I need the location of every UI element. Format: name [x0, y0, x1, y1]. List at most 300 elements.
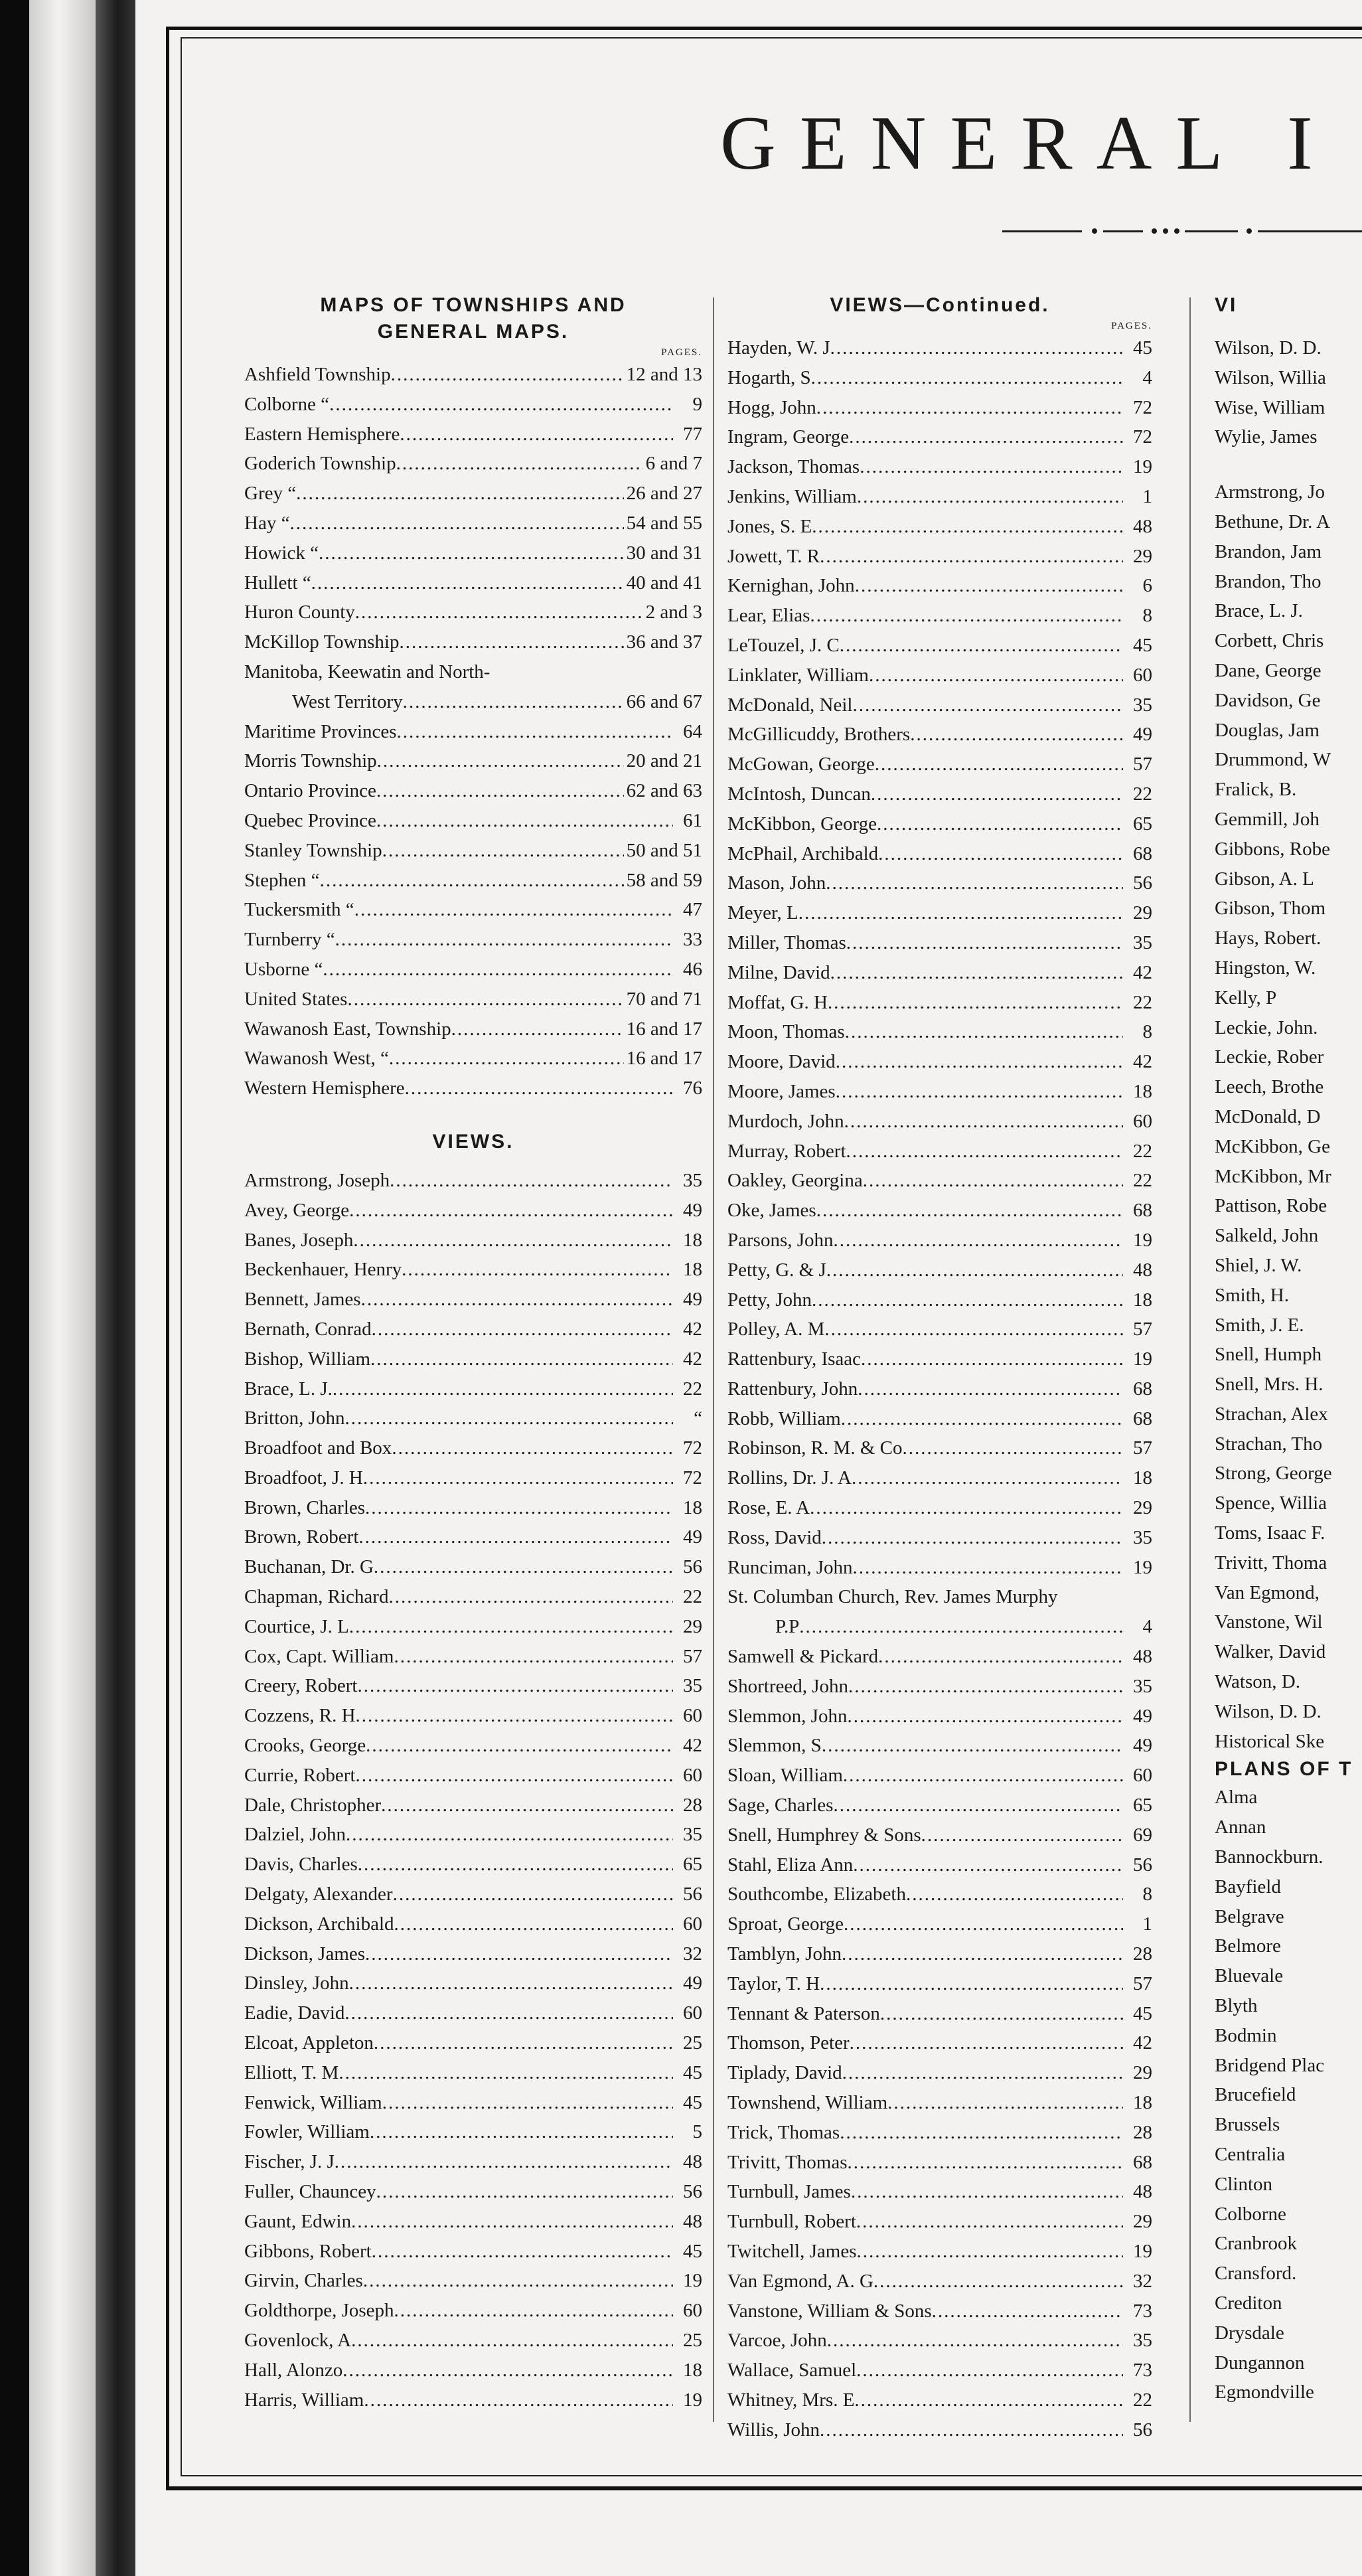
map-entry [244, 836, 702, 866]
view-entry [727, 1612, 1152, 1642]
entry-name: Strachan, Tho [1215, 1433, 1323, 1455]
entry-name: Fenwick, William [244, 2091, 382, 2113]
entry-name: Pattison, Robe [1215, 1195, 1327, 1217]
dot-leader [836, 1077, 1123, 1107]
entry-name: Wilson, D. D. [1215, 337, 1322, 359]
entry-name: Brussels [1215, 2114, 1280, 2136]
entry-page: 48 [1133, 1259, 1152, 1281]
entry-name: Gibbons, Robert [244, 2240, 372, 2262]
entry-page: 16 and 17 [626, 1018, 702, 1040]
plan-entry [1215, 2377, 1362, 2407]
entry-page: 1 [1142, 485, 1152, 507]
entry-page: 35 [683, 1675, 702, 1697]
view-entry [244, 1701, 702, 1731]
view-entry [244, 2237, 702, 2267]
dot-leader [856, 2356, 1123, 2385]
entry-name: Douglas, Jam [1215, 719, 1320, 741]
plan-entry [1215, 2229, 1362, 2259]
entry-name: McDonald, Neil [727, 694, 853, 716]
entry-page: 48 [683, 2151, 702, 2173]
entry-name: Buchanan, Dr. G [244, 1556, 374, 1578]
dot-leader [852, 690, 1123, 720]
entry-page: 42 [683, 1348, 702, 1370]
plan-entry [1215, 1961, 1362, 1991]
entry-page: 8 [1142, 1884, 1152, 1905]
entry-page: 65 [1133, 1795, 1152, 1816]
dot-leader [902, 1433, 1123, 1463]
entry-name: Samwell & Pickard [727, 1646, 879, 1668]
map-entry [244, 360, 702, 390]
entry-name: Britton, John [244, 1408, 345, 1429]
view-entry [1215, 1370, 1362, 1400]
title-ornament [1002, 227, 1362, 235]
entry-name: Brace, L. J. [244, 1378, 333, 1400]
view-entry [727, 988, 1152, 1018]
map-entry [244, 1014, 702, 1044]
entry-name: Cranbrook [1215, 2233, 1298, 2255]
entry-name: Jenkins, William [727, 485, 857, 507]
plan-entry [1215, 2348, 1362, 2378]
entry-name: Willis, John [727, 2419, 820, 2441]
plan-entry [1215, 1872, 1362, 1902]
entry-page: 42 [683, 1318, 702, 1340]
entry-name: Govenlock, A [244, 2330, 352, 2351]
entry-page: 72 [1133, 426, 1152, 448]
entry-name: McGowan, George [727, 754, 875, 775]
entry-name: Rattenbury, Isaac [727, 1348, 862, 1370]
entry-name: Murdoch, John [727, 1110, 844, 1132]
dot-leader [848, 2148, 1124, 2178]
plan-entry [1215, 2051, 1362, 2081]
view-entry [1215, 1221, 1362, 1251]
dot-leader [857, 482, 1123, 512]
view-entry [727, 1939, 1152, 1969]
entry-page: 58 and 59 [626, 869, 702, 891]
entry-name: Miller, Thomas [727, 931, 846, 953]
entry-name: Cozzens, R. H [244, 1705, 356, 1727]
view-entry [244, 1820, 702, 1850]
view-entry [727, 1077, 1152, 1107]
entry-name: Hingston, W. [1215, 957, 1316, 979]
entry-page: 60 [683, 1913, 702, 1935]
entry-page: 45 [683, 2091, 702, 2113]
view-entry [1215, 363, 1362, 393]
pages-label: PAGES. [1111, 321, 1152, 331]
view-entry [727, 2296, 1152, 2326]
entry-name: Cox, Capt. William [244, 1645, 394, 1667]
plan-entry [1215, 2200, 1362, 2229]
entry-name: Sage, Charles [727, 1795, 834, 1816]
entry-page: 18 [683, 1496, 702, 1518]
entry-page: 48 [1133, 515, 1152, 537]
dot-leader [363, 1463, 673, 1493]
entry-name: Townshend, William [727, 2092, 888, 2114]
view-entry [727, 2237, 1152, 2267]
view-entry [1215, 422, 1362, 452]
entry-name: Rose, E. A [727, 1497, 810, 1519]
dot-leader [344, 1404, 673, 1433]
view-entry [1215, 805, 1362, 835]
pages-label: PAGES. [661, 347, 702, 358]
views-list [244, 1166, 702, 2415]
entry-name: Kelly, P [1215, 987, 1277, 1008]
entry-page: 28 [1133, 1943, 1152, 1965]
entry-name: Leech, Brothe [1215, 1076, 1324, 1098]
entry-name: Hall, Alonzo [244, 2359, 343, 2381]
entry-name: Davidson, Ge [1215, 689, 1321, 711]
dot-leader [851, 2177, 1123, 2207]
view-entry [1215, 1518, 1362, 1548]
dot-leader [830, 333, 1123, 363]
map-entry [244, 598, 702, 627]
view-entry [1215, 924, 1362, 953]
view-entry [1215, 1489, 1362, 1518]
map-entry [244, 657, 702, 687]
dot-leader [860, 452, 1123, 482]
map-entry [244, 806, 702, 836]
view-entry [727, 1880, 1152, 1909]
view-entry [727, 542, 1152, 572]
entry-page: 57 [1133, 754, 1152, 775]
view-entry [1215, 1191, 1362, 1221]
map-entry [244, 390, 702, 420]
dot-leader [877, 809, 1123, 839]
plan-entry [1215, 2289, 1362, 2318]
view-entry [244, 1166, 702, 1196]
entry-name: Eadie, David [244, 2002, 345, 2024]
entry-page: 28 [1133, 2121, 1152, 2143]
entry-page: 4 [1142, 1616, 1152, 1638]
dot-leader [366, 1731, 673, 1761]
dot-leader [871, 779, 1123, 809]
dot-leader [381, 1791, 673, 1820]
entry-page: 73 [1133, 2360, 1152, 2381]
view-entry [1215, 1162, 1362, 1192]
entry-page: 36 and 37 [626, 631, 702, 653]
entry-name: Davis, Charles [244, 1854, 358, 1876]
view-entry [1215, 596, 1362, 626]
map-entry [244, 687, 702, 717]
entry-name: Twitchell, James [727, 2241, 857, 2262]
dot-leader [822, 1731, 1123, 1761]
view-entry [727, 1791, 1152, 1820]
dot-leader [339, 2058, 673, 2088]
view-entry [727, 839, 1152, 869]
entry-name: Blyth [1215, 1995, 1258, 2017]
entry-name: Jowett, T. R [727, 545, 820, 567]
view-entry [727, 1909, 1152, 1939]
dot-leader [354, 895, 673, 925]
view-entry [244, 2088, 702, 2118]
entry-page: 22 [1133, 783, 1152, 805]
dot-leader [391, 360, 624, 390]
entry-name: Ingram, George [727, 426, 850, 448]
entry-name: McDonald, D [1215, 1105, 1321, 1127]
view-entry [727, 1404, 1152, 1434]
view-entry [1215, 333, 1362, 363]
dot-leader [840, 631, 1123, 661]
view-entry [727, 1226, 1152, 1255]
dot-leader [812, 512, 1123, 542]
view-entry [244, 1493, 702, 1523]
entry-name: Crooks, George [244, 1735, 366, 1757]
column-3-heading: VI [1215, 294, 1238, 316]
dot-leader [374, 1552, 673, 1582]
entry-page: 45 [1133, 2002, 1152, 2024]
column-3-list-top [1215, 333, 1362, 452]
entry-name: Hogarth, S [727, 366, 811, 388]
entry-name: Wylie, James [1215, 426, 1318, 448]
dot-leader [873, 2267, 1123, 2296]
entry-name: Girvin, Charles [244, 2270, 363, 2292]
entry-name: Drummond, W [1215, 749, 1331, 771]
entry-name: Brucefield [1215, 2084, 1296, 2106]
entry-page: 56 [1133, 872, 1152, 894]
entry-page: 49 [1133, 1735, 1152, 1757]
view-entry [727, 1553, 1152, 1583]
dot-leader [357, 1671, 673, 1701]
view-entry [727, 2088, 1152, 2118]
view-entry [727, 1582, 1152, 1612]
entry-name: Sloan, William [727, 1765, 843, 1787]
dot-leader [344, 1998, 673, 2028]
entry-name: Oke, James [727, 1200, 816, 1222]
view-entry [244, 2028, 702, 2058]
entry-page: 54 and 55 [626, 512, 702, 534]
dot-leader [342, 2356, 673, 2385]
dot-leader [393, 1880, 673, 1909]
entry-page: 57 [1133, 1319, 1152, 1340]
entry-name: Brandon, Jam [1215, 540, 1322, 562]
entry-page: 22 [1133, 2389, 1152, 2411]
dot-leader [361, 1285, 673, 1315]
entry-name: Wawanosh West, “ [244, 1048, 389, 1070]
entry-name: Southcombe, Elizabeth [727, 1884, 906, 1905]
entry-page: 60 [683, 1705, 702, 1727]
column-3 [1215, 292, 1362, 2407]
view-entry [727, 363, 1152, 393]
entry-page: 22 [1133, 1170, 1152, 1192]
dot-leader [399, 627, 623, 657]
entry-page: 29 [683, 1615, 702, 1637]
entry-name: Salkeld, John [1215, 1225, 1319, 1247]
dot-leader [358, 1522, 673, 1552]
entry-page: 22 [683, 1378, 702, 1400]
view-entry [1215, 864, 1362, 894]
entry-page: 68 [1133, 1200, 1152, 1222]
column-rule [713, 297, 714, 2422]
dot-leader [394, 2296, 673, 2326]
view-entry [1215, 1459, 1362, 1489]
view-entry [244, 1909, 702, 1939]
entry-page: 45 [683, 2061, 702, 2083]
entry-page: 20 and 21 [626, 750, 702, 772]
view-entry [727, 1017, 1152, 1047]
entry-name: Hay “ [244, 512, 290, 534]
dot-leader [820, 1969, 1123, 1999]
view-entry [727, 1523, 1152, 1553]
entry-name: Turnbull, James [727, 2181, 851, 2203]
entry-page: 6 [1142, 575, 1152, 597]
entry-page: 18 [1133, 2092, 1152, 2114]
dot-leader [846, 928, 1123, 958]
entry-name: Gibson, A. L [1215, 868, 1314, 890]
plan-entry [1215, 1842, 1362, 1872]
dot-leader [799, 1612, 1123, 1642]
entry-name: Thomson, Peter [727, 2032, 850, 2054]
map-entry [244, 746, 702, 776]
column-2 [727, 292, 1152, 2445]
view-entry [727, 1999, 1152, 2029]
plan-entry [1215, 2110, 1362, 2140]
view-entry [1215, 626, 1362, 656]
view-entry [727, 482, 1152, 512]
entry-name: Crediton [1215, 2293, 1282, 2314]
dot-leader [816, 393, 1123, 423]
dot-leader [351, 2326, 673, 2356]
view-entry [244, 1998, 702, 2028]
dot-leader [811, 363, 1123, 393]
view-entry [1215, 1607, 1362, 1637]
dot-leader [878, 839, 1123, 869]
view-entry [244, 2207, 702, 2237]
entry-page: 25 [683, 2330, 702, 2351]
entry-name: Dalziel, John [244, 1824, 346, 1846]
entry-name: Slemmon, S [727, 1735, 822, 1757]
entry-page: 19 [683, 2389, 702, 2411]
entry-name: Hays, Robert. [1215, 927, 1322, 949]
dot-leader [319, 538, 624, 568]
entry-name: Bluevale [1215, 1965, 1284, 1987]
view-entry [727, 690, 1152, 720]
view-entry [1215, 567, 1362, 597]
dot-leader [843, 1761, 1123, 1791]
entry-name: Centralia [1215, 2144, 1286, 2166]
entry-name: Brown, Robert [244, 1526, 359, 1548]
view-entry [244, 2266, 702, 2296]
dot-leader [822, 1523, 1123, 1553]
view-entry [244, 1522, 702, 1552]
view-entry [727, 2148, 1152, 2178]
view-entry [244, 1850, 702, 1880]
entry-page: 48 [1133, 1646, 1152, 1668]
view-entry [1215, 477, 1362, 507]
entry-name: Bannockburn. [1215, 1846, 1324, 1868]
entry-name: Creery, Robert [244, 1675, 358, 1697]
dot-leader [820, 542, 1123, 572]
entry-name: Varcoe, John [727, 2330, 827, 2352]
dot-leader [826, 868, 1123, 898]
entry-name: McIntosh, Duncan [727, 783, 871, 805]
view-entry [244, 1642, 702, 1672]
column-1 [244, 292, 702, 2415]
view-entry [727, 1344, 1152, 1374]
entry-page: 19 [1133, 1348, 1152, 1370]
entry-page: 29 [1133, 902, 1152, 924]
view-entry [727, 571, 1152, 601]
view-entry [244, 1552, 702, 1582]
entry-name: West Territory [292, 690, 403, 712]
book-gutter [96, 0, 135, 2576]
map-entry [244, 1074, 702, 1103]
dot-leader [376, 806, 673, 836]
entry-page: 35 [683, 1824, 702, 1846]
view-entry [1215, 1548, 1362, 1578]
view-entry [727, 1107, 1152, 1137]
maps-heading-2: GENERAL MAPS. [377, 321, 569, 343]
entry-name: Petty, G. & J [727, 1259, 826, 1281]
dot-leader [812, 1285, 1123, 1315]
dot-leader [388, 1582, 673, 1612]
entry-page: 57 [1133, 1437, 1152, 1459]
entry-name: Chapman, Richard [244, 1586, 389, 1608]
view-entry [244, 2117, 702, 2147]
entry-page: 42 [1133, 961, 1152, 983]
entry-page: 60 [683, 1764, 702, 1786]
plan-entry [1215, 2021, 1362, 2051]
view-entry [727, 422, 1152, 452]
entry-name: St. Columban Church, Rev. James Murphy [727, 1586, 1058, 1608]
entry-page: 68 [1133, 2151, 1152, 2173]
scan-edge [0, 0, 29, 2576]
entry-page: 19 [1133, 456, 1152, 478]
plan-entry [1215, 1931, 1362, 1961]
entry-page: 35 [683, 1169, 702, 1191]
entry-page: 42 [683, 1735, 702, 1757]
entry-page: 35 [1133, 2330, 1152, 2352]
entry-page: 19 [1133, 1229, 1152, 1251]
entry-name: Shortreed, John [727, 1675, 849, 1697]
entry-page: 60 [1133, 1765, 1152, 1787]
view-entry [727, 2415, 1152, 2445]
dot-leader [932, 2296, 1123, 2326]
dot-leader [382, 836, 624, 866]
view-entry [727, 2177, 1152, 2207]
entry-page: 35 [1133, 1675, 1152, 1697]
entry-name: Murray, Robert [727, 1140, 846, 1162]
entry-name: McKibbon, Mr [1215, 1165, 1331, 1187]
entry-name: Strong, George [1215, 1463, 1332, 1485]
view-entry [727, 512, 1152, 542]
entry-name: Armstrong, Jo [1215, 481, 1325, 503]
entry-name: Grey “ [244, 483, 297, 505]
entry-name: Ross, David [727, 1526, 822, 1548]
map-entry [244, 866, 702, 896]
entry-name: Delgaty, Alexander [244, 1884, 393, 1905]
view-entry [727, 393, 1152, 423]
entry-name: Brandon, Tho [1215, 570, 1322, 592]
entry-page: 8 [1142, 605, 1152, 627]
entry-page: 56 [683, 1884, 702, 1905]
view-entry [244, 1612, 702, 1642]
view-entry [1215, 1042, 1362, 1072]
entry-page: 45 [1133, 634, 1152, 656]
entry-name: Bernath, Conrad [244, 1318, 372, 1340]
entry-name: Elcoat, Appleton [244, 2032, 374, 2054]
view-entry [1215, 393, 1362, 423]
view-entry [727, 2326, 1152, 2356]
views-continued-heading: VIEWS—Continued. [830, 294, 1050, 316]
entry-page: 60 [1133, 664, 1152, 686]
entry-name: Stanley Township [244, 839, 382, 861]
view-entry [727, 661, 1152, 690]
entry-page: 56 [1133, 1854, 1152, 1876]
view-entry [244, 1939, 702, 1969]
entry-name: Robinson, R. M. & Co [727, 1437, 903, 1459]
map-entry [244, 479, 702, 509]
entry-page: 4 [1142, 366, 1152, 388]
dot-leader [840, 2118, 1123, 2148]
